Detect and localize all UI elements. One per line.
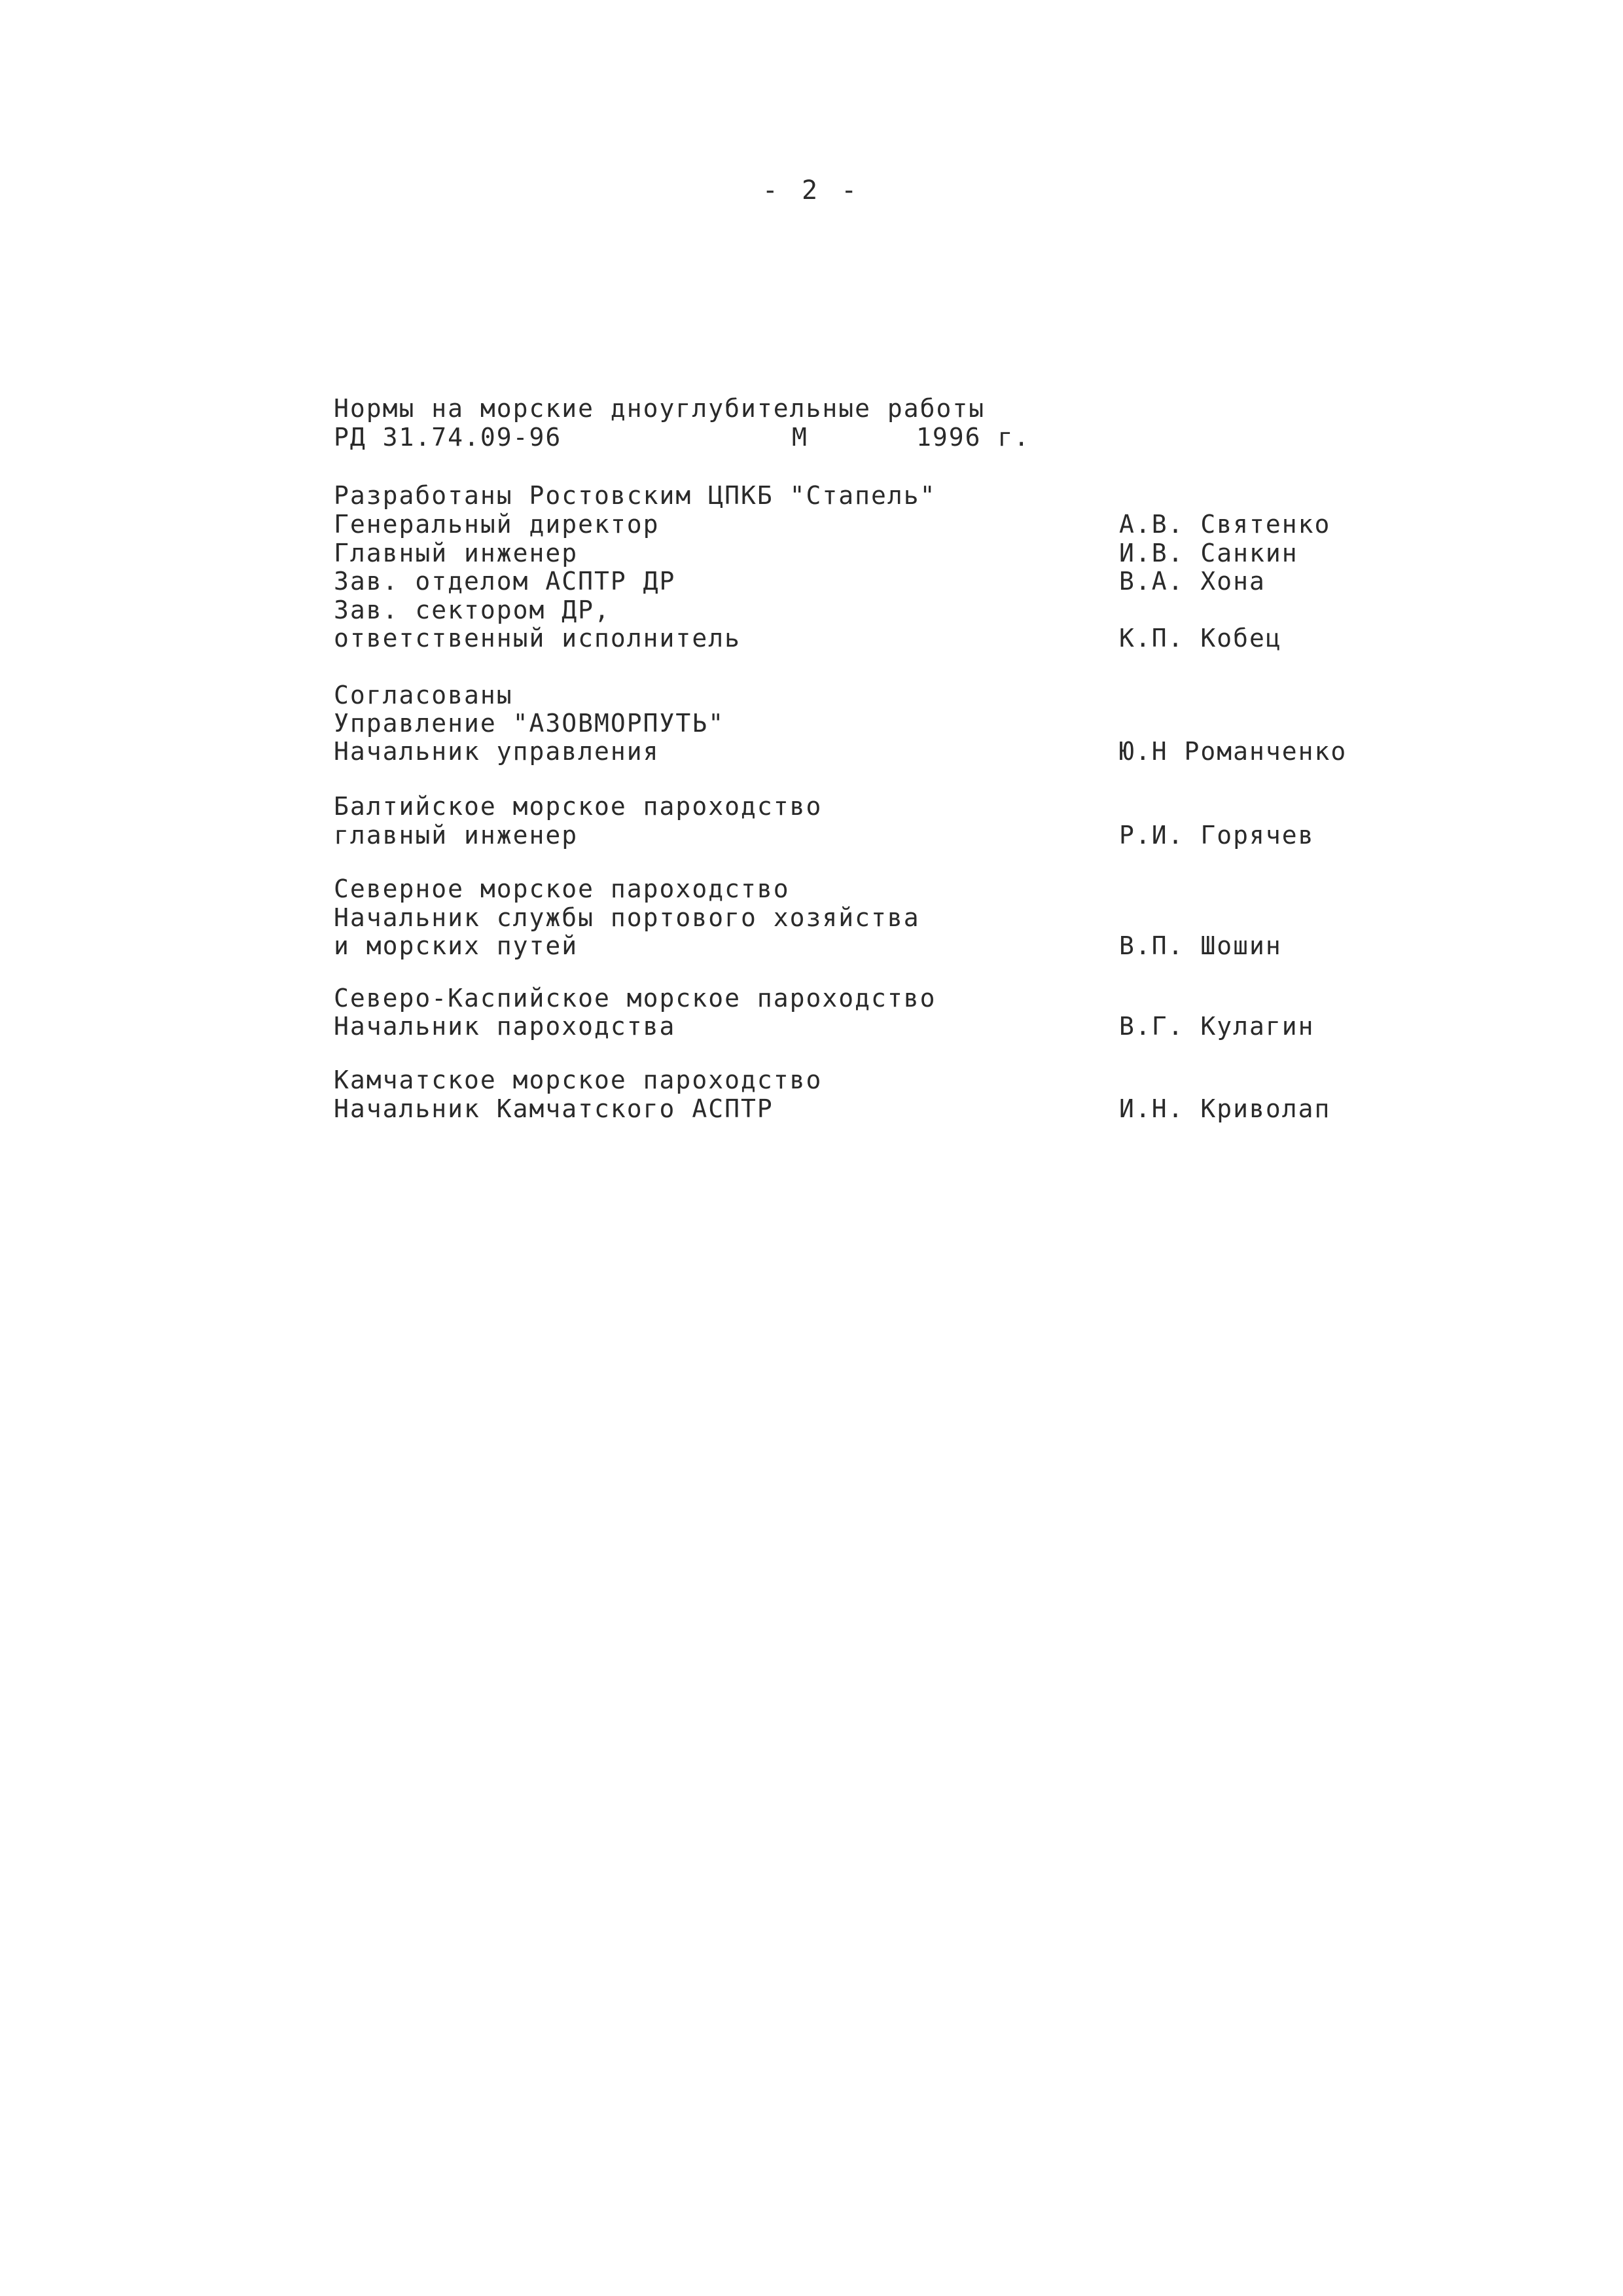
signatory-name: В.П. Шошин [1119,931,1282,960]
document-reference [334,423,1119,452]
page-number: - 2 - [762,175,861,206]
signatory-name: И.В. Санкин [1119,539,1298,567]
organization-name: Балтийское морское пароходство [334,792,823,821]
signatory-name: В.Г. Кулагин [1119,1012,1315,1041]
document-year: 1996 г. [916,423,1031,452]
organization-name: Камчатское морское пароходство [334,1066,823,1094]
signatory-position: Зав. отделом АСПТР ДР [334,567,676,596]
signatory-position: ответственный исполнитель [334,624,741,653]
signatory-position: Начальник службы портового хозяйства [334,903,920,932]
document-place: М [792,423,808,452]
organization-name: Северное морское пароходство [334,874,790,903]
document-title: Нормы на морские дноуглубительные работы [334,394,986,423]
signatory-position: и морских путей [334,931,579,960]
organization-name: Северо-Каспийское морское пароходство [334,984,936,1013]
signatory-name: Ю.Н Романченко [1119,737,1347,766]
signatory-name: В.А. Хона [1119,567,1266,596]
signatory-position: главный инженер [334,821,579,850]
signatory-name: А.В. Святенко [1119,510,1331,539]
approved-heading: Согласованы [334,681,513,709]
signatory-position: Зав. сектором ДР, [334,596,611,624]
signatory-name: К.П. Кобец [1119,624,1282,653]
signatory-position: Начальник управления [334,737,660,766]
signatory-position: Начальник пароходства [334,1012,676,1041]
signatory-position: Начальник Камчатского АСПТР [334,1094,774,1123]
signatory-name: И.Н. Криволап [1119,1094,1331,1123]
signatory-position: Главный инженер [334,539,579,567]
organization-name: Управление "АЗОВМОРПУТЬ" [334,709,725,738]
document-code: РД 31.74.09-96 [334,423,562,452]
developed-heading: Разработаны Ростовским ЦПКБ "Стапель" [334,481,936,510]
signatory-name: Р.И. Горячев [1119,821,1315,850]
signatory-position: Генеральный директор [334,510,660,539]
